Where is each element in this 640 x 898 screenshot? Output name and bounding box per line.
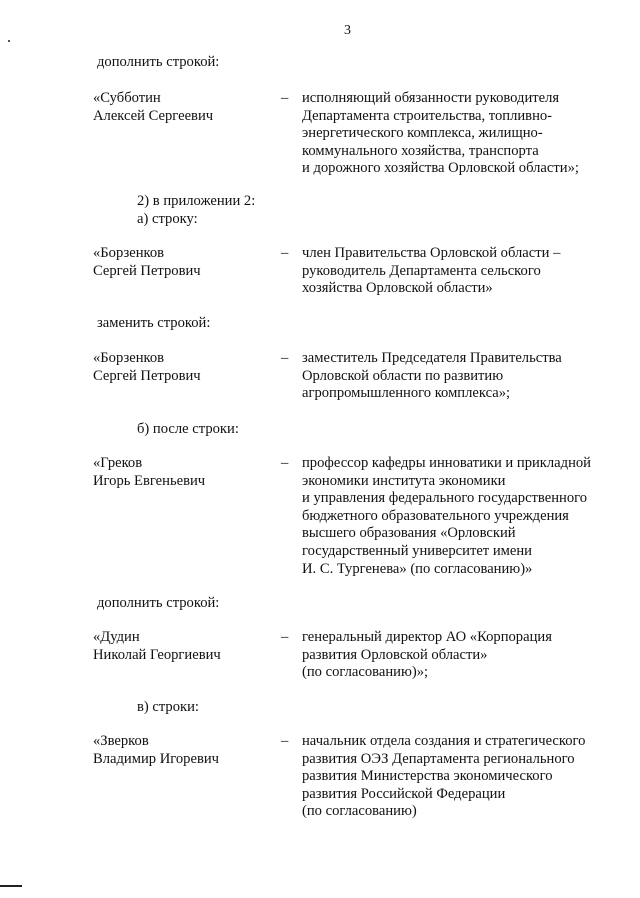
member-name: «Борзенков Сергей Петрович (93, 350, 201, 384)
entry-dash: – (281, 90, 289, 106)
entry-dash: – (281, 245, 289, 261)
member-name: «Борзенков Сергей Петрович (93, 245, 201, 279)
instruction-add-row-2: дополнить строкой: (97, 595, 220, 611)
member-name: «Зверков Владимир Игоревич (93, 733, 219, 767)
member-position: исполняющий обязанности руководителя Департамента строительства, топливно- энергетического комплекса, жилищно- коммунального хозяйства, транспорта и дорожного хозяйства Орловской области»; (302, 90, 579, 177)
instruction-row-a: а) строку: (137, 211, 198, 227)
entry-dash: – (281, 733, 289, 749)
member-name: «Дудин Николай Георгиевич (93, 629, 221, 663)
member-position: профессор кафедры инноватики и прикладной экономики института экономики и управления федерального государственного бюджетного образовательного учреждения высшего образования «Орловский государственный университет имени И. С. Тургенева» (по согласованию)» (302, 455, 591, 577)
member-position: член Правительства Орловской области – руководитель Департамента сельского хозяйства Орловской области» (302, 245, 561, 297)
entry-dash: – (281, 455, 289, 471)
member-name: «Субботин Алексей Сергеевич (93, 90, 214, 124)
entry-dash: – (281, 350, 289, 366)
member-name: «Греков Игорь Евгеньевич (93, 455, 206, 489)
entry-dash: – (281, 629, 289, 645)
instruction-rows-c: в) строки: (137, 699, 199, 715)
page-number: 3 (344, 23, 351, 38)
instruction-appendix-2: 2) в приложении 2: (137, 193, 256, 209)
instruction-replace-row: заменить строкой: (97, 315, 211, 331)
scan-artifact-mark (0, 885, 22, 887)
scan-artifact-dot (8, 40, 10, 42)
member-position: генеральный директор АО «Корпорация развития Орловской области» (по согласованию)»; (302, 629, 552, 681)
member-position: начальник отдела создания и стратегического развития ОЭЗ Департамента регионального развития Министерства экономического развития Российской Федерации (по согласованию) (302, 733, 586, 820)
member-position: заместитель Председателя Правительства Орловской области по развитию агропромышленного комплекса»; (302, 350, 562, 402)
instruction-add-row: дополнить строкой: (97, 54, 220, 70)
instruction-after-row-b: б) после строки: (137, 421, 239, 437)
